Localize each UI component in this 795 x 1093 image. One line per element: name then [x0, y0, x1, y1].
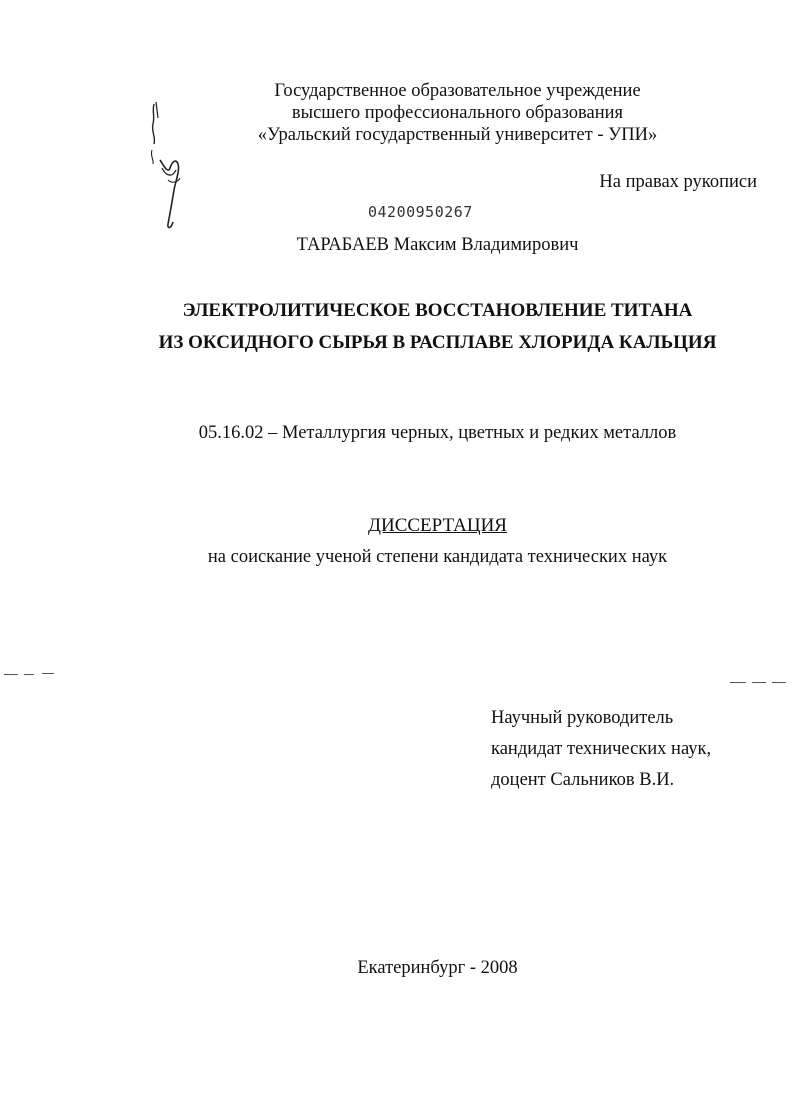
scan-mark-right-2: [752, 682, 766, 683]
scan-mark-left-3: [42, 673, 54, 674]
document-type: ДИССЕРТАЦИЯ: [368, 515, 507, 536]
advisor-line-2: кандидат технических наук,: [491, 739, 712, 759]
scan-mark-left-1: [4, 674, 18, 675]
scan-mark-left-2: [24, 674, 34, 675]
specialty-code: 05.16.02 – Металлургия черных, цветных и редких металлов: [198, 423, 677, 443]
city-year: Екатеринбург - 2008: [357, 958, 518, 978]
title-line-2: ИЗ ОКСИДНОГО СЫРЬЯ В РАСПЛАВЕ ХЛОРИДА КАЛЬЦИЯ: [158, 332, 717, 353]
institution-line-2: высшего профессионального образования: [291, 103, 624, 123]
rights-note: На правах рукописи: [599, 172, 757, 192]
institution-line-3: «Уральский государственный университет - УПИ»: [257, 125, 658, 145]
author-name: ТАРАБАЕВ Максим Владимирович: [296, 235, 579, 255]
dissertation-title: [40, 295, 795, 359]
scan-mark-right-3: [772, 682, 786, 683]
institution-block: [60, 80, 795, 146]
degree-description: на соискание ученой степени кандидата технических наук: [207, 547, 668, 567]
institution-line-1: Государственное образовательное учреждение: [274, 81, 641, 101]
advisor-line-1: Научный руководитель: [491, 708, 674, 728]
title-line-1: ЭЛЕКТРОЛИТИЧЕСКОЕ ВОССТАНОВЛЕНИЕ ТИТАНА: [182, 300, 693, 321]
scan-mark-right-1: [730, 682, 746, 683]
advisor-block: [491, 703, 711, 796]
catalog-number: 04200950267: [368, 203, 473, 221]
advisor-line-3: доцент Сальников В.И.: [491, 770, 675, 790]
